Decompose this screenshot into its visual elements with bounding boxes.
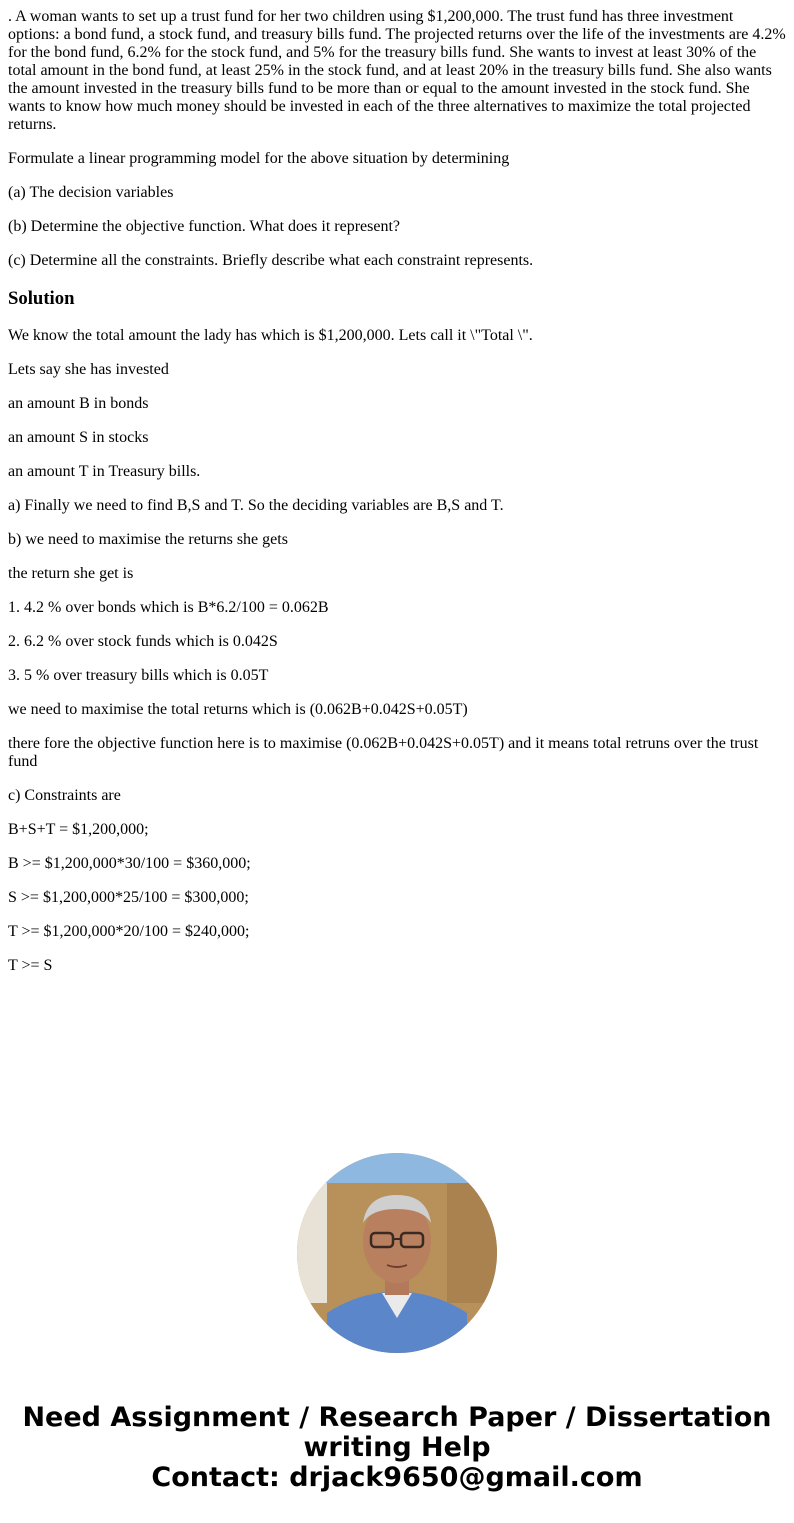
solution-line: b) we need to maximise the returns she gets [8,531,288,548]
solution-line: there fore the objective function here is to maximise (0.062B+0.042S+0.05T) and it means total retruns over the trust fund [8,735,759,770]
solution-line: T >= S [8,957,53,974]
promo-banner [0,1403,794,1493]
author-photo [297,1153,497,1353]
solution-line: S >= $1,200,000*25/100 = $300,000; [8,889,249,906]
promo-line-1: Need Assignment / Research Paper / Dissertation [22,1402,772,1433]
solution-line: 1. 4.2 % over bonds which is B*6.2/100 = 0.062B [8,599,329,616]
question-formulate: Formulate a linear programming model for the above situation by determining [8,150,510,167]
solution-line: We know the total amount the lady has which is $1,200,000. Lets call it \"Total \". [8,327,533,344]
promo-contact: Contact: drjack9650@gmail.com [151,1462,643,1493]
solution-line: T >= $1,200,000*20/100 = $240,000; [8,923,250,940]
promo-line-2: writing Help [303,1432,491,1463]
solution-heading: Solution [8,288,75,309]
question-part-c: (c) Determine all the constraints. Briefly describe what each constraint represents. [8,252,534,269]
solution-line: an amount B in bonds [8,395,149,412]
solution-line: we need to maximise the total returns which is (0.062B+0.042S+0.05T) [8,701,468,718]
question-part-b: (b) Determine the objective function. What does it represent? [8,218,400,235]
solution-line: c) Constraints are [8,787,121,804]
solution-line: an amount T in Treasury bills. [8,463,201,480]
document-body [8,8,786,975]
question-text: . A woman wants to set up a trust fund for her two children using $1,200,000. The trust fund has three investment options: a bond fund, a stock fund, and treasury bills fund. The projected returns over the life of the investments are 4.2% for the bond fund, 6.2% for the stock fund, and 5% for the treasury bills fund. She wants to invest at least 30% of the total amount in the bond fund, at least 25% in the stock fund, and at least 20% in the treasury bills fund. She also wants the amount invested in the treasury bills fund to be more than or equal to the amount invested in the stock fund. She wants to know how much money should be invested in each of the three alternatives to maximize the total projected returns. [8,8,786,133]
solution-line: B+S+T = $1,200,000; [8,821,149,838]
question-part-a: (a) The decision variables [8,184,174,201]
solution-line: the return she get is [8,565,134,582]
solution-line: an amount S in stocks [8,429,149,446]
solution-line: a) Finally we need to find B,S and T. So the deciding variables are B,S and T. [8,497,504,514]
author-portrait-illustration [297,1153,497,1353]
solution-line: B >= $1,200,000*30/100 = $360,000; [8,855,251,872]
solution-line: 2. 6.2 % over stock funds which is 0.042S [8,633,278,650]
solution-line: 3. 5 % over treasury bills which is 0.05T [8,667,269,684]
solution-line: Lets say she has invested [8,361,169,378]
